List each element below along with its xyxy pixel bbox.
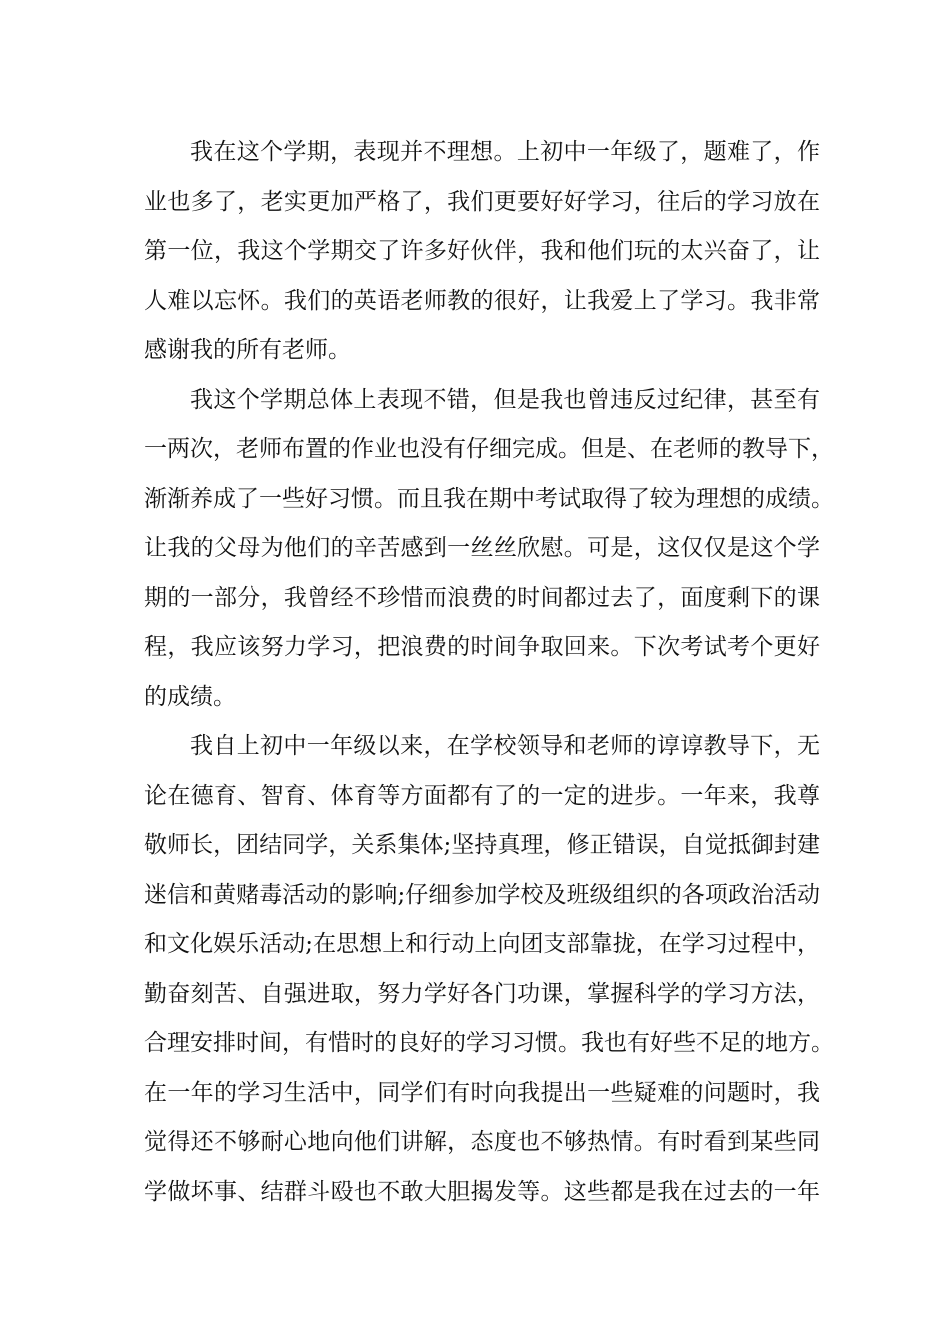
text-line: 业也多了，老实更加严格了，我们更要好好学习，往后的学习放在 — [144, 188, 820, 215]
text-line: 渐渐养成了一些好习惯。而且我在期中考试取得了较为理想的成绩。 — [144, 485, 834, 512]
text-line: 期的一部分，我曾经不珍惜而浪费的时间都过去了，面度剩下的课 — [144, 584, 820, 611]
text-line: 我在这个学期，表现并不理想。上初中一年级了，题难了，作 — [190, 139, 820, 165]
text-line: 让我的父母为他们的辛苦感到一丝丝欣慰。可是，这仅仅是这个学 — [144, 535, 820, 561]
text-line: 我自上初中一年级以来，在学校领导和老师的谆谆教导下，无 — [190, 733, 820, 759]
text-line: 学做坏事、结群斗殴也不敢大胆揭发等。这些都是我在过去的一年 — [144, 1178, 820, 1205]
text-line: 人难以忘怀。我们的英语老师教的很好，让我爱上了学习。我非常 — [144, 287, 820, 314]
text-line: 的成绩。 — [144, 683, 236, 710]
text-line: 一两次，老师布置的作业也没有仔细完成。但是、在老师的教导下， — [144, 436, 834, 462]
text-line: 我这个学期总体上表现不错，但是我也曾违反过纪律，甚至有 — [190, 386, 820, 413]
text-line: 程，我应该努力学习，把浪费的时间争取回来。下次考试考个更好 — [144, 634, 820, 660]
paragraph — [144, 376, 834, 723]
text-line: 迷信和黄赌毒活动的影响;仔细参加学校及班级组织的各项政治活动 — [144, 881, 820, 908]
text-line: 敬师长，团结同学，关系集体;坚持真理，修正错误，自觉抵御封建 — [144, 832, 820, 858]
paragraph — [144, 128, 820, 376]
text-line: 合理安排时间，有惜时的良好的学习习惯。我也有好些不足的地方。 — [144, 1030, 834, 1056]
text-line: 勤奋刻苦、自强进取，努力学好各门功课，掌握科学的学习方法， — [144, 980, 820, 1007]
text-line: 第一位，我这个学期交了许多好伙伴，我和他们玩的太兴奋了，让 — [144, 238, 820, 264]
document-body — [144, 128, 834, 1217]
text-line: 论在德育、智育、体育等方面都有了的一定的进步。一年来，我尊 — [144, 782, 820, 809]
text-line: 觉得还不够耐心地向他们讲解，态度也不够热情。有时看到某些同 — [144, 1129, 820, 1155]
text-line: 和文化娱乐活动;在思想上和行动上向团支部靠拢，在学习过程中， — [144, 931, 820, 957]
text-line: 感谢我的所有老师。 — [144, 337, 351, 363]
text-line: 在一年的学习生活中，同学们有时向我提出一些疑难的问题时，我 — [144, 1079, 820, 1106]
paragraph — [144, 722, 834, 1217]
